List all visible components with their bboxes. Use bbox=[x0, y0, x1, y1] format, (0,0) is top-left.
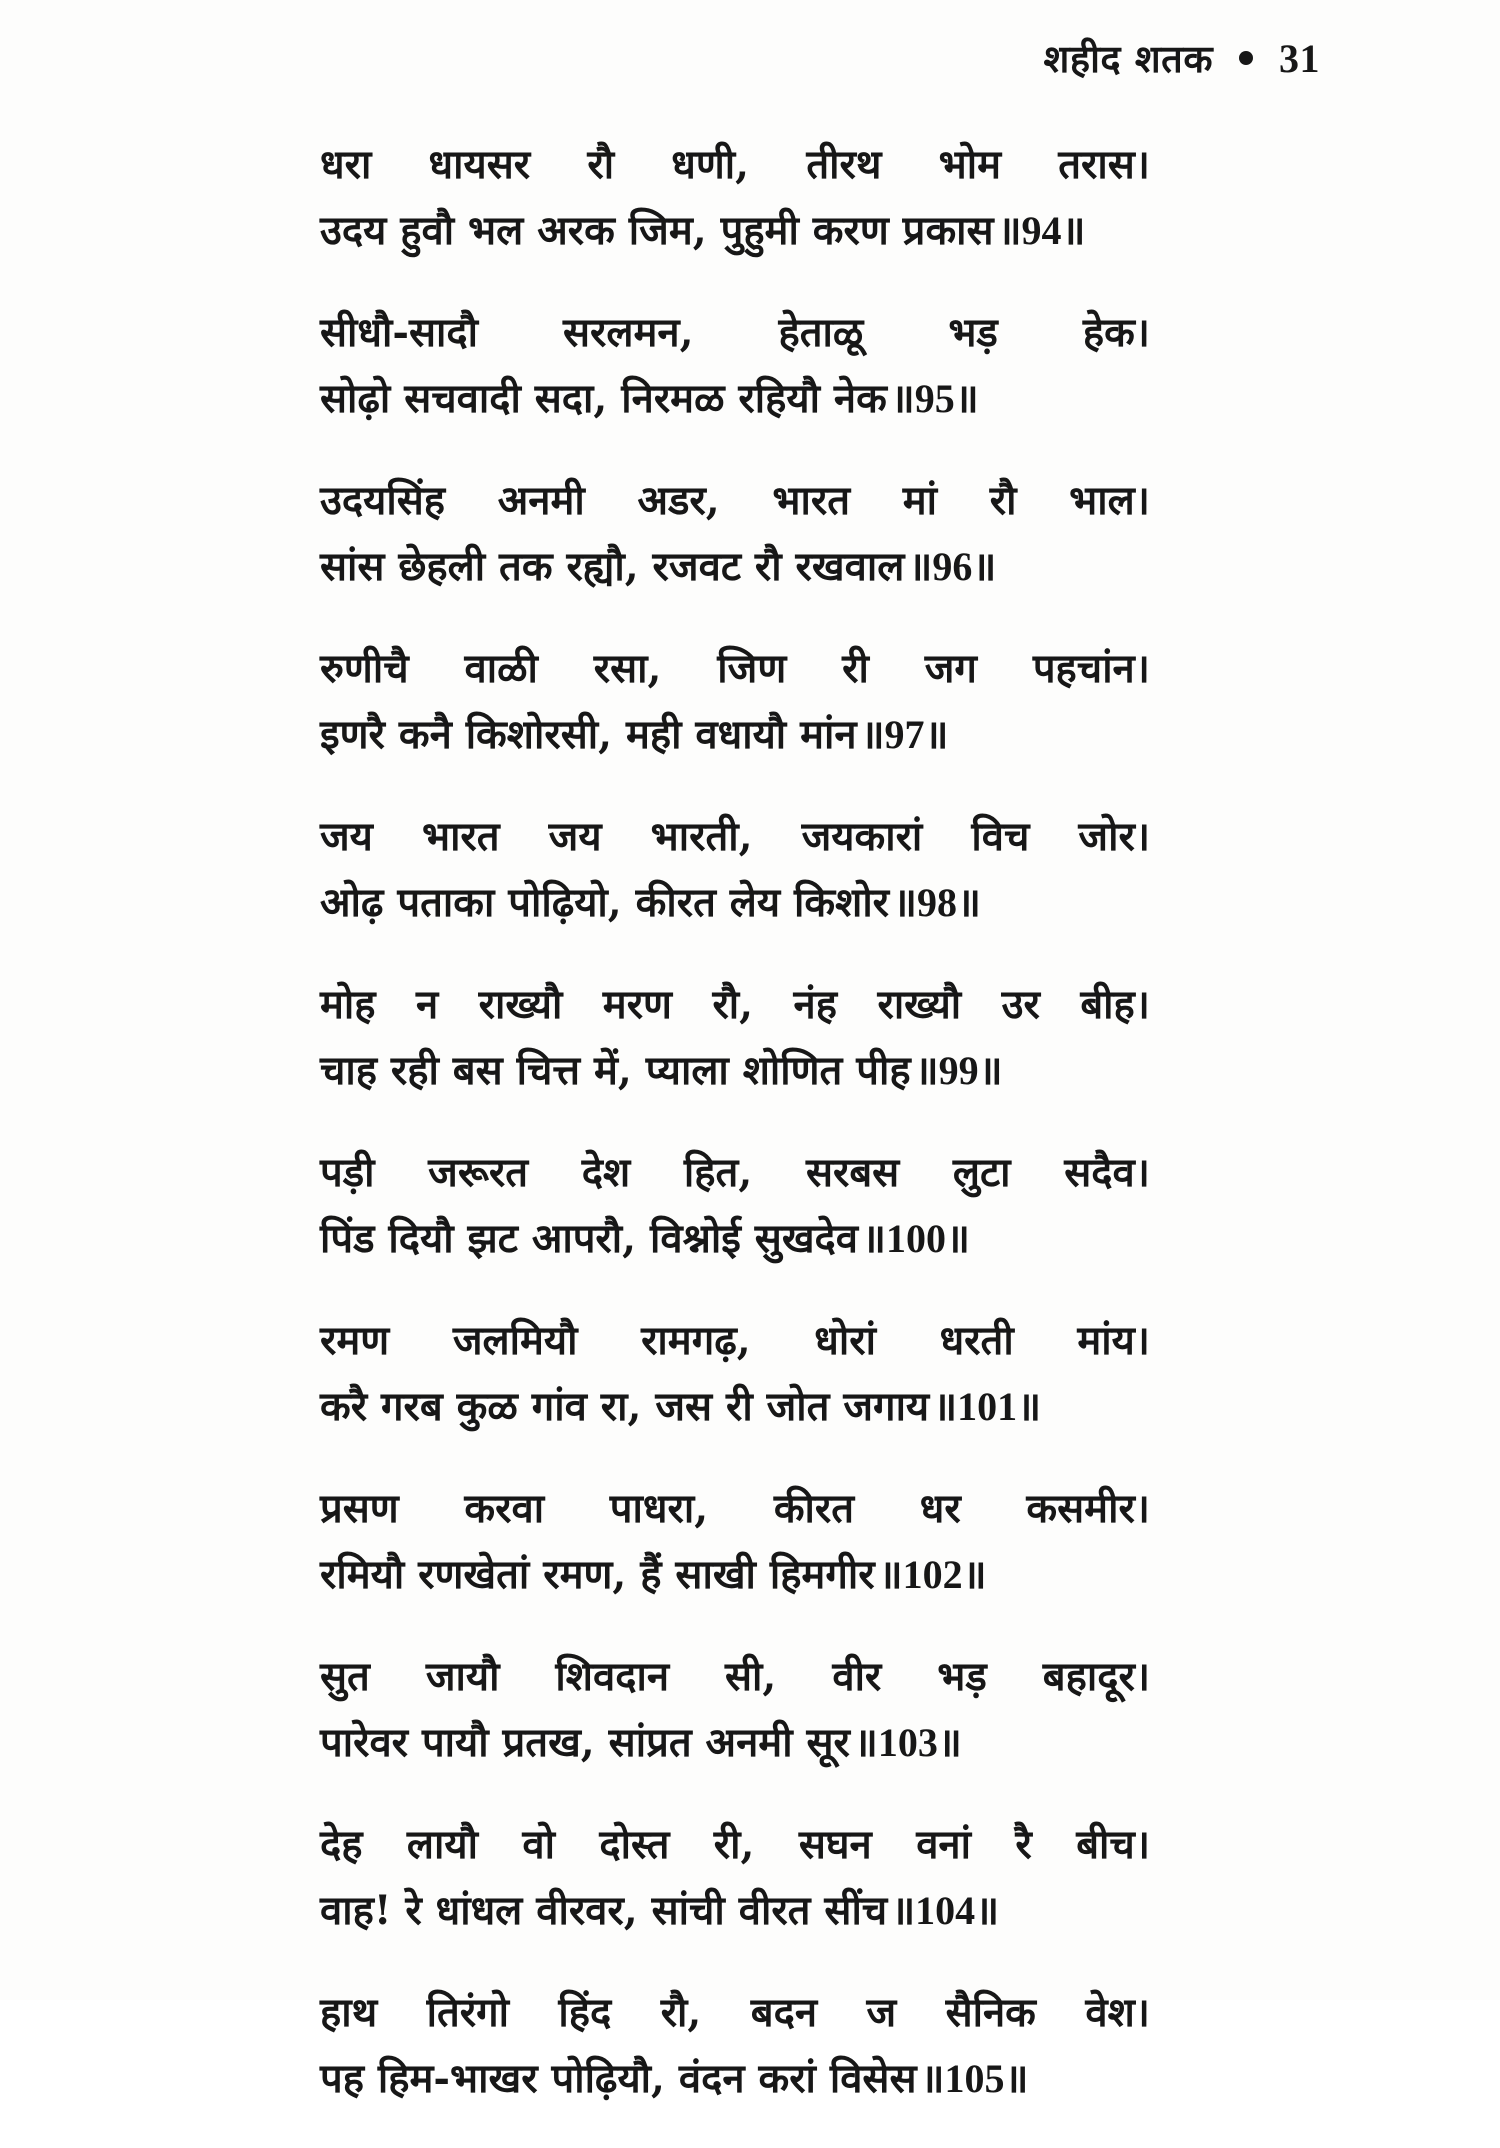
verse-word: बीह। bbox=[1080, 981, 1150, 1028]
verse-line-2-text: करै गरब कुळ गांव रा, जस री जोत जगाय bbox=[320, 1383, 930, 1430]
verse-word: धरती bbox=[939, 1317, 1014, 1364]
bullet-separator bbox=[1239, 51, 1253, 65]
verse-number: ॥94॥ bbox=[997, 208, 1086, 253]
verse-line-1 bbox=[320, 300, 1150, 366]
verse-word: न bbox=[415, 981, 439, 1028]
verse-line-2 bbox=[320, 1542, 1150, 1608]
verse-number: ॥99॥ bbox=[914, 1048, 1003, 1093]
verse-number: ॥97॥ bbox=[860, 712, 949, 757]
verse-line-2-text: उदय हुवौ भल अरक जिम, पुहुमी करण प्रकास bbox=[320, 207, 994, 254]
verse-word: उर bbox=[1001, 981, 1040, 1028]
verse-word: रौ bbox=[989, 477, 1017, 524]
verse-word: जलमियौ bbox=[452, 1317, 578, 1364]
verse-stanza bbox=[320, 132, 1150, 264]
verse-line-2 bbox=[320, 198, 1150, 264]
verse-line-1 bbox=[320, 1812, 1150, 1878]
verse-number: ॥95॥ bbox=[890, 376, 979, 421]
verse-line-2-text: वाह! रे धांधल वीरवर, सांची वीरत सींच bbox=[320, 1887, 888, 1934]
verse-word: लायौ bbox=[406, 1821, 478, 1868]
verse-number: ॥98॥ bbox=[893, 880, 981, 925]
verse-number: ॥105॥ bbox=[920, 2056, 1029, 2101]
verse-stanza bbox=[320, 1644, 1150, 1776]
verse-word: सरलमन, bbox=[562, 309, 694, 356]
verse-word: रौ bbox=[587, 141, 615, 188]
verse-word: धरा bbox=[320, 141, 372, 188]
verse-word: हित, bbox=[683, 1149, 753, 1196]
verse-word: रै bbox=[1015, 1821, 1032, 1868]
verse-stanza bbox=[320, 804, 1150, 936]
book-title: शहीद शतक bbox=[1043, 36, 1213, 81]
verse-word: बदन bbox=[750, 1989, 818, 2036]
verse-word: धणी, bbox=[671, 141, 750, 188]
verse-line-1 bbox=[320, 636, 1150, 702]
verse-number: ॥103॥ bbox=[853, 1720, 962, 1765]
verse-word: रौ, bbox=[712, 981, 754, 1028]
verse-line-2-text: ओढ़ पताका पोढ़ियो, कीरत लेय किशोर bbox=[320, 879, 890, 926]
verse-word: कसमीर। bbox=[1026, 1485, 1150, 1532]
verse-word: री, bbox=[713, 1821, 755, 1868]
verse-line-1 bbox=[320, 972, 1150, 1038]
verse-word: हाथ bbox=[320, 1989, 378, 2036]
verse-word: देश bbox=[581, 1149, 631, 1196]
verse-word: मरण bbox=[602, 981, 672, 1028]
verse-line-1 bbox=[320, 1476, 1150, 1542]
verse-word: वनां bbox=[916, 1821, 971, 1868]
verse-word: हेक। bbox=[1082, 309, 1150, 356]
verse-word: तरास। bbox=[1058, 141, 1150, 188]
verse-line-1 bbox=[320, 1644, 1150, 1710]
verse-word: मांय। bbox=[1077, 1317, 1150, 1364]
verse-word: अनमी bbox=[497, 477, 585, 524]
verse-line-1 bbox=[320, 132, 1150, 198]
verse-word: अडर, bbox=[637, 477, 720, 524]
verse-number: ॥102॥ bbox=[878, 1552, 987, 1597]
verse-word: भड़ bbox=[937, 1653, 987, 1700]
verse-line-2 bbox=[320, 870, 1150, 936]
verse-stanza bbox=[320, 468, 1150, 600]
verse-line-2 bbox=[320, 702, 1150, 768]
verse-line-1 bbox=[320, 804, 1150, 870]
verse-line-2-text: रमियौ रणखेतां रमण, हैं साखी हिमगीर bbox=[320, 1551, 875, 1598]
verse-word: लुटा bbox=[952, 1149, 1011, 1196]
verse-word: राख्यौ bbox=[877, 981, 962, 1028]
verse-line-2-text: पारेवर पायौ प्रतख, सांप्रत अनमी सूर bbox=[320, 1719, 850, 1766]
verse-line-2-text: सांस छेहली तक रह्यौ, रजवट रौ रखवाल bbox=[320, 543, 905, 590]
verse-line-2 bbox=[320, 366, 1150, 432]
verse-stanza bbox=[320, 1140, 1150, 1272]
verse-word: तीरथ bbox=[806, 141, 882, 188]
verse-word: सरबस bbox=[805, 1149, 900, 1196]
verse-word: उदयसिंह bbox=[320, 477, 445, 524]
verse-line-2-text: सोढ़ो सचवादी सदा, निरमळ रहियौ नेक bbox=[320, 375, 887, 422]
verse-line-2 bbox=[320, 1038, 1150, 1104]
verse-word: रुणीचै bbox=[320, 645, 409, 692]
verse-word: सैनिक bbox=[945, 1989, 1036, 2036]
verse-word: रामगढ़, bbox=[641, 1317, 751, 1364]
verse-word: धोरां bbox=[814, 1317, 876, 1364]
verse-line-2-text: पिंड दियौ झट आपरौ, विश्नोई सुखदेव bbox=[320, 1215, 859, 1262]
verse-word: रौ, bbox=[660, 1989, 702, 2036]
verse-number: ॥100॥ bbox=[862, 1216, 970, 1261]
verse-line-2 bbox=[320, 2046, 1150, 2112]
verse-stanza bbox=[320, 972, 1150, 1104]
verse-word: ज bbox=[866, 1989, 897, 2036]
verse-word: सदैव। bbox=[1064, 1149, 1150, 1196]
verse-line-1 bbox=[320, 1308, 1150, 1374]
verse-word: भाल। bbox=[1069, 477, 1150, 524]
verse-word: जग bbox=[924, 645, 977, 692]
verse-word: दोस्त bbox=[599, 1821, 670, 1868]
verse-word: पहचांन। bbox=[1032, 645, 1150, 692]
verse-stanza bbox=[320, 1476, 1150, 1608]
verse-stanza bbox=[320, 1812, 1150, 1944]
verse-word: प्रसण bbox=[320, 1485, 399, 1532]
verse-word: सुत bbox=[320, 1653, 370, 1700]
verse-word: वाळी bbox=[464, 645, 538, 692]
verse-word: जरूरत bbox=[428, 1149, 529, 1196]
verse-word: धायसर bbox=[428, 141, 531, 188]
verse-word: भड़ bbox=[948, 309, 998, 356]
running-header bbox=[1044, 32, 1320, 84]
verse-word: धर bbox=[919, 1485, 961, 1532]
verse-word: भारत bbox=[772, 477, 851, 524]
verse-word: भारती, bbox=[650, 813, 753, 860]
verse-number: ॥96॥ bbox=[908, 544, 997, 589]
verse-word: मोह bbox=[320, 981, 376, 1028]
verse-line-1 bbox=[320, 1140, 1150, 1206]
verse-line-2-text: चाह रही बस चित्त में, प्याला शोणित पीह bbox=[320, 1047, 911, 1094]
verse-word: पड़ी bbox=[320, 1149, 375, 1196]
verse-word: शिवदान bbox=[555, 1653, 670, 1700]
verse-line-2 bbox=[320, 534, 1150, 600]
verse-list bbox=[320, 132, 1150, 2148]
verse-line-1 bbox=[320, 468, 1150, 534]
verse-word: विच bbox=[971, 813, 1030, 860]
verse-word: राख्यौ bbox=[478, 981, 563, 1028]
verse-word: सघन bbox=[798, 1821, 872, 1868]
verse-word: जोर। bbox=[1078, 813, 1150, 860]
verse-word: तिरंगो bbox=[426, 1989, 509, 2036]
verse-word: वीर bbox=[832, 1653, 882, 1700]
verse-line-2 bbox=[320, 1374, 1150, 1440]
verse-word: हेताळू bbox=[778, 309, 864, 356]
verse-word: देह bbox=[320, 1821, 363, 1868]
verse-word: रसा, bbox=[593, 645, 662, 692]
verse-word: सीधौ-सादौ bbox=[320, 309, 478, 356]
verse-word: भारत bbox=[421, 813, 500, 860]
verse-line-2-text: इणरै कनै किशोरसी, मही वधायौ मांन bbox=[320, 711, 857, 758]
verse-line-1 bbox=[320, 1980, 1150, 2046]
verse-word: हिंद bbox=[558, 1989, 612, 2036]
verse-word: बहादूर। bbox=[1042, 1653, 1150, 1700]
verse-word: रमण bbox=[320, 1317, 390, 1364]
verse-word: जयकारां bbox=[801, 813, 923, 860]
verse-line-2-text: पह हिम-भाखर पोढ़ियौ, वंदन करां विसेस bbox=[320, 2055, 917, 2102]
verse-stanza bbox=[320, 1308, 1150, 1440]
verse-word: री bbox=[842, 645, 869, 692]
verse-stanza bbox=[320, 636, 1150, 768]
verse-word: वेश। bbox=[1085, 1989, 1150, 2036]
verse-line-2 bbox=[320, 1710, 1150, 1776]
verse-word: जिण bbox=[717, 645, 787, 692]
verse-word: जायौ bbox=[425, 1653, 500, 1700]
verse-word: मां bbox=[902, 477, 938, 524]
verse-word: जय bbox=[320, 813, 373, 860]
verse-word: पाधरा, bbox=[609, 1485, 709, 1532]
verse-word: सी, bbox=[725, 1653, 777, 1700]
verse-stanza bbox=[320, 300, 1150, 432]
verse-word: कीरत bbox=[773, 1485, 855, 1532]
verse-word: बीच। bbox=[1076, 1821, 1150, 1868]
page-number: 31 bbox=[1279, 35, 1320, 81]
verse-number: ॥104॥ bbox=[891, 1888, 1000, 1933]
verse-word: करवा bbox=[464, 1485, 545, 1532]
verse-number: ॥101॥ bbox=[933, 1384, 1042, 1429]
verse-line-2 bbox=[320, 1878, 1150, 1944]
verse-word: जय bbox=[548, 813, 602, 860]
verse-word: नंह bbox=[793, 981, 837, 1028]
verse-line-2 bbox=[320, 1206, 1150, 1272]
verse-word: भोम bbox=[938, 141, 1002, 188]
verse-word: वो bbox=[522, 1821, 555, 1868]
